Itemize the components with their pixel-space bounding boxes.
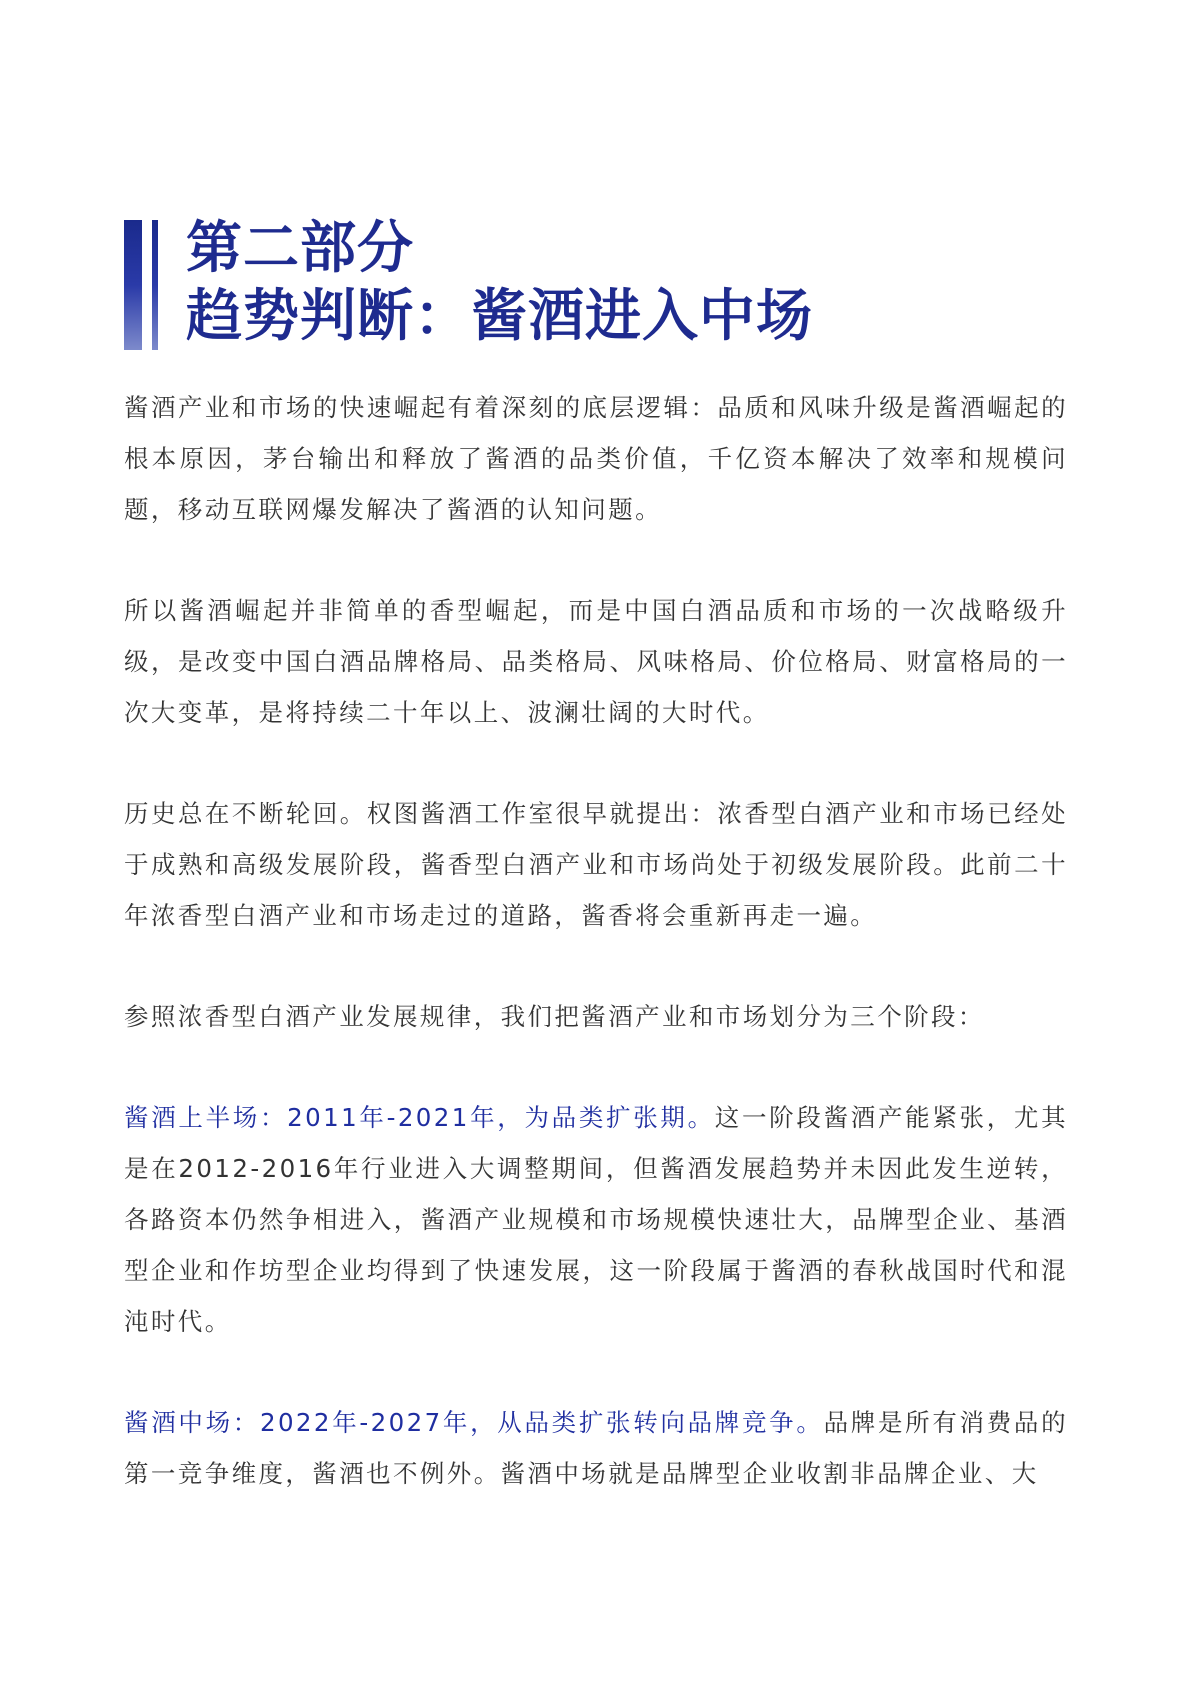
paragraph-highlight: 酱酒上半场：2011年-2021年，为品类扩张期。 bbox=[124, 1103, 715, 1132]
paragraph-3 bbox=[124, 788, 1068, 941]
paragraph-text: 所以酱酒崛起并非简单的香型崛起，而是中国白酒品质和市场的一次战略级升级，是改变中国白酒品牌格局、品类格局、风味格局、价位格局、财富格局的一次大变革，是将持续二十年以上、波澜壮阔的大时代。 bbox=[124, 596, 1068, 727]
paragraph-highlight: 酱酒中场：2022年-2027年，从品类扩张转向品牌竞争。 bbox=[124, 1408, 824, 1437]
heading-accent-bar-thick bbox=[124, 220, 142, 350]
heading-text bbox=[186, 214, 813, 350]
paragraph-text: 酱酒产业和市场的快速崛起有着深刻的底层逻辑：品质和风味升级是酱酒崛起的根本原因，茅台输出和释放了酱酒的品类价值，千亿资本解决了效率和规模问题，移动互联网爆发解决了酱酒的认知问题。 bbox=[124, 393, 1068, 524]
paragraph-4 bbox=[124, 991, 1068, 1042]
paragraph-text: 参照浓香型白酒产业发展规律，我们把酱酒产业和市场划分为三个阶段： bbox=[124, 1002, 985, 1031]
section-number-title: 第二部分 bbox=[186, 215, 414, 281]
paragraph-text: 历史总在不断轮回。权图酱酒工作室很早就提出：浓香型白酒产业和市场已经处于成熟和高级发展阶段，酱香型白酒产业和市场尚处于初级发展阶段。此前二十年浓香型白酒产业和市场走过的道路，酱香将会重新再走一遍。 bbox=[124, 799, 1068, 930]
section-title: 趋势判断：酱酒进入中场 bbox=[186, 283, 813, 349]
paragraph-2 bbox=[124, 585, 1068, 738]
paragraph-text: 这一阶段酱酒产能紧张，尤其是在2012-2016年行业进入大调整期间，但酱酒发展趋势并未因此发生逆转，各路资本仍然争相进入，酱酒产业规模和市场规模快速壮大，品牌型企业、基酒型企业和作坊型企业均得到了快速发展，这一阶段属于酱酒的春秋战国时代和混沌时代。 bbox=[124, 1103, 1068, 1336]
paragraph-text: 品牌是所有消费品的第一竞争维度，酱酒也不例外。酱酒中场就是品牌型企业收割非品牌企业、大 bbox=[124, 1408, 1068, 1488]
paragraph-5 bbox=[124, 1092, 1068, 1347]
section-heading bbox=[124, 215, 1084, 350]
paragraph-6 bbox=[124, 1397, 1068, 1499]
body-content bbox=[124, 382, 1068, 1549]
paragraph-1 bbox=[124, 382, 1068, 535]
heading-accent-bar-thin bbox=[152, 220, 158, 350]
